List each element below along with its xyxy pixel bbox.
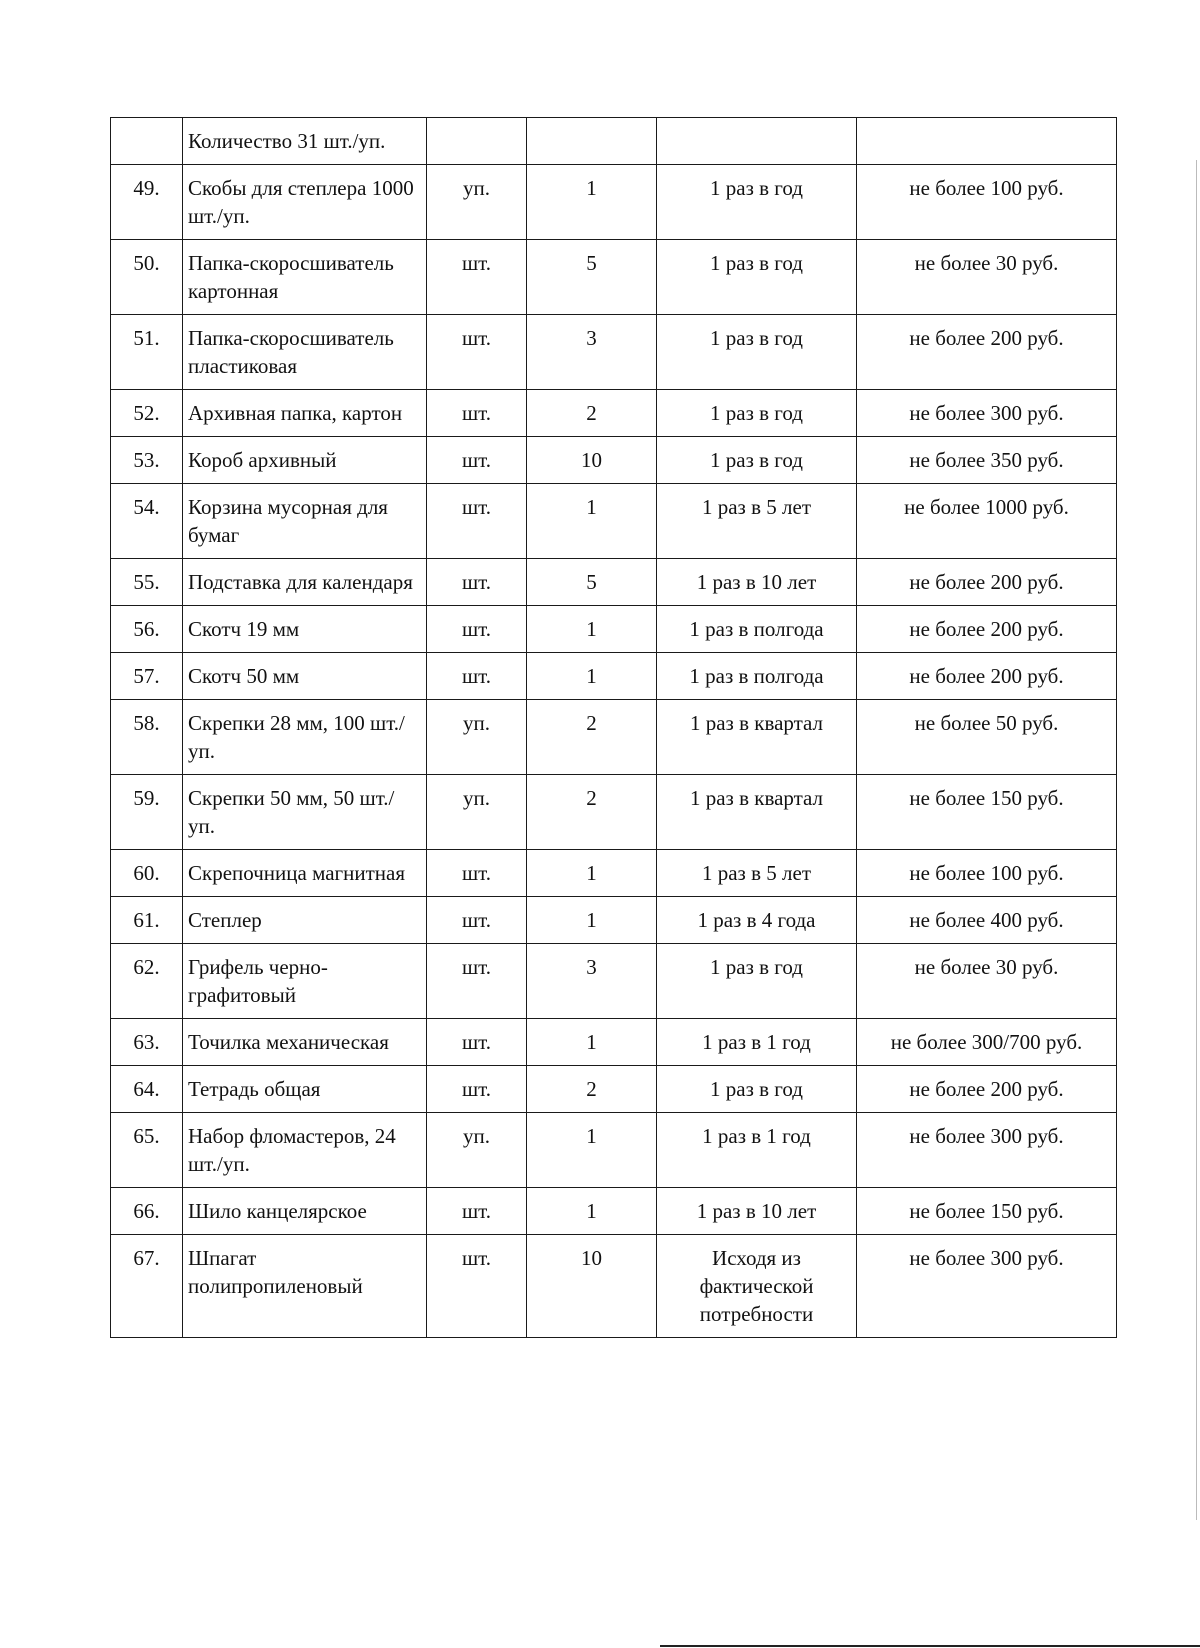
item-frequency: 1 раз в год [657, 240, 857, 315]
item-quantity: 1 [527, 484, 657, 559]
item-price: не более 100 руб. [857, 850, 1117, 897]
item-quantity: 10 [527, 1235, 657, 1338]
item-price: не более 350 руб. [857, 437, 1117, 484]
row-number: 64. [111, 1066, 183, 1113]
item-unit: шт. [427, 437, 527, 484]
item-name: Папка-скоросшиватель картонная [183, 240, 427, 315]
table-row [111, 240, 1117, 315]
table-row [111, 437, 1117, 484]
row-number: 66. [111, 1188, 183, 1235]
row-number: 60. [111, 850, 183, 897]
item-name: Корзина мусорная для бумаг [183, 484, 427, 559]
item-price: не более 400 руб. [857, 897, 1117, 944]
item-frequency: 1 раз в 4 года [657, 897, 857, 944]
item-frequency: 1 раз в полгода [657, 653, 857, 700]
scan-edge-line [660, 1645, 1200, 1647]
row-number: 67. [111, 1235, 183, 1338]
item-price: не более 150 руб. [857, 775, 1117, 850]
item-frequency [657, 118, 857, 165]
item-unit: шт. [427, 606, 527, 653]
item-frequency: 1 раз в 1 год [657, 1019, 857, 1066]
item-unit: шт. [427, 944, 527, 1019]
item-price: не более 100 руб. [857, 165, 1117, 240]
row-number: 62. [111, 944, 183, 1019]
item-quantity: 3 [527, 315, 657, 390]
row-number: 61. [111, 897, 183, 944]
item-name: Тетрадь общая [183, 1066, 427, 1113]
item-unit: шт. [427, 390, 527, 437]
supplies-table [110, 117, 1117, 1338]
item-quantity: 1 [527, 165, 657, 240]
item-name: Грифель чернографитовый [183, 944, 427, 1019]
item-frequency: 1 раз в 1 год [657, 1113, 857, 1188]
item-name: Скотч 50 мм [183, 653, 427, 700]
item-unit: шт. [427, 1019, 527, 1066]
item-unit: шт. [427, 315, 527, 390]
row-number: 55. [111, 559, 183, 606]
table-row [111, 700, 1117, 775]
item-price: не более 150 руб. [857, 1188, 1117, 1235]
item-unit: шт. [427, 653, 527, 700]
item-name: Скобы для степлера 1000 шт./уп. [183, 165, 427, 240]
row-number: 52. [111, 390, 183, 437]
item-name: Короб архивный [183, 437, 427, 484]
item-frequency: 1 раз в год [657, 944, 857, 1019]
item-price: не более 300 руб. [857, 390, 1117, 437]
table-row [111, 1066, 1117, 1113]
item-price: не более 200 руб. [857, 653, 1117, 700]
item-quantity: 2 [527, 390, 657, 437]
table-row [111, 1188, 1117, 1235]
item-price: не более 30 руб. [857, 944, 1117, 1019]
item-frequency: 1 раз в 10 лет [657, 559, 857, 606]
item-name: Шпагат полипропиленовый [183, 1235, 427, 1338]
item-unit: шт. [427, 1235, 527, 1338]
item-name: Набор фломастеров, 24 шт./уп. [183, 1113, 427, 1188]
item-quantity [527, 118, 657, 165]
table-row [111, 850, 1117, 897]
item-quantity: 2 [527, 700, 657, 775]
item-name: Архивная папка, картон [183, 390, 427, 437]
row-number: 53. [111, 437, 183, 484]
item-frequency: 1 раз в полгода [657, 606, 857, 653]
item-frequency: 1 раз в год [657, 165, 857, 240]
item-frequency: 1 раз в квартал [657, 700, 857, 775]
row-number: 58. [111, 700, 183, 775]
item-name: Количество 31 шт./уп. [183, 118, 427, 165]
row-number: 63. [111, 1019, 183, 1066]
table-row [111, 897, 1117, 944]
item-unit: шт. [427, 240, 527, 315]
item-frequency: 1 раз в год [657, 437, 857, 484]
item-name: Скрепки 50 мм, 50 шт./уп. [183, 775, 427, 850]
item-price: не более 200 руб. [857, 606, 1117, 653]
item-quantity: 1 [527, 1019, 657, 1066]
item-name: Степлер [183, 897, 427, 944]
item-price: не более 200 руб. [857, 1066, 1117, 1113]
table-row [111, 944, 1117, 1019]
table-row [111, 606, 1117, 653]
item-unit: уп. [427, 165, 527, 240]
row-number: 51. [111, 315, 183, 390]
item-price: не более 300/700 руб. [857, 1019, 1117, 1066]
item-quantity: 1 [527, 606, 657, 653]
item-price: не более 1000 руб. [857, 484, 1117, 559]
item-unit: шт. [427, 1066, 527, 1113]
row-number: 65. [111, 1113, 183, 1188]
row-number: 50. [111, 240, 183, 315]
table-row [111, 315, 1117, 390]
item-unit [427, 118, 527, 165]
table-row [111, 653, 1117, 700]
table-row [111, 1235, 1117, 1338]
table-row [111, 390, 1117, 437]
table-row [111, 1019, 1117, 1066]
item-frequency: 1 раз в год [657, 390, 857, 437]
item-frequency: 1 раз в 5 лет [657, 850, 857, 897]
item-name: Подставка для календаря [183, 559, 427, 606]
row-number: 54. [111, 484, 183, 559]
item-unit: шт. [427, 850, 527, 897]
item-quantity: 5 [527, 559, 657, 606]
item-frequency: 1 раз в 5 лет [657, 484, 857, 559]
row-number: 57. [111, 653, 183, 700]
item-quantity: 2 [527, 1066, 657, 1113]
item-unit: уп. [427, 700, 527, 775]
item-unit: шт. [427, 897, 527, 944]
item-quantity: 10 [527, 437, 657, 484]
item-frequency: 1 раз в квартал [657, 775, 857, 850]
table-row [111, 1113, 1117, 1188]
item-name: Скотч 19 мм [183, 606, 427, 653]
item-unit: уп. [427, 1113, 527, 1188]
table-row [111, 775, 1117, 850]
row-number: 59. [111, 775, 183, 850]
item-price: не более 50 руб. [857, 700, 1117, 775]
item-unit: шт. [427, 1188, 527, 1235]
item-quantity: 2 [527, 775, 657, 850]
item-quantity: 1 [527, 850, 657, 897]
item-unit: шт. [427, 484, 527, 559]
item-quantity: 1 [527, 1188, 657, 1235]
row-number: 49. [111, 165, 183, 240]
table-row [111, 559, 1117, 606]
item-name: Папка-скоросшиватель пластиковая [183, 315, 427, 390]
row-number [111, 118, 183, 165]
item-unit: шт. [427, 559, 527, 606]
item-frequency: Исходя из фактической потребности [657, 1235, 857, 1338]
table-row [111, 165, 1117, 240]
item-quantity: 5 [527, 240, 657, 315]
item-price: не более 200 руб. [857, 559, 1117, 606]
table-row [111, 484, 1117, 559]
scan-edge-line [1196, 160, 1197, 1520]
item-price [857, 118, 1117, 165]
item-quantity: 1 [527, 1113, 657, 1188]
item-quantity: 3 [527, 944, 657, 1019]
item-name: Скрепочница магнитная [183, 850, 427, 897]
item-name: Скрепки 28 мм, 100 шт./уп. [183, 700, 427, 775]
item-name: Шило канцелярское [183, 1188, 427, 1235]
item-frequency: 1 раз в 10 лет [657, 1188, 857, 1235]
row-number: 56. [111, 606, 183, 653]
item-quantity: 1 [527, 653, 657, 700]
item-price: не более 300 руб. [857, 1113, 1117, 1188]
item-unit: уп. [427, 775, 527, 850]
item-price: не более 200 руб. [857, 315, 1117, 390]
item-frequency: 1 раз в год [657, 1066, 857, 1113]
item-quantity: 1 [527, 897, 657, 944]
item-price: не более 30 руб. [857, 240, 1117, 315]
item-price: не более 300 руб. [857, 1235, 1117, 1338]
table-row [111, 118, 1117, 165]
item-name: Точилка механическая [183, 1019, 427, 1066]
item-frequency: 1 раз в год [657, 315, 857, 390]
